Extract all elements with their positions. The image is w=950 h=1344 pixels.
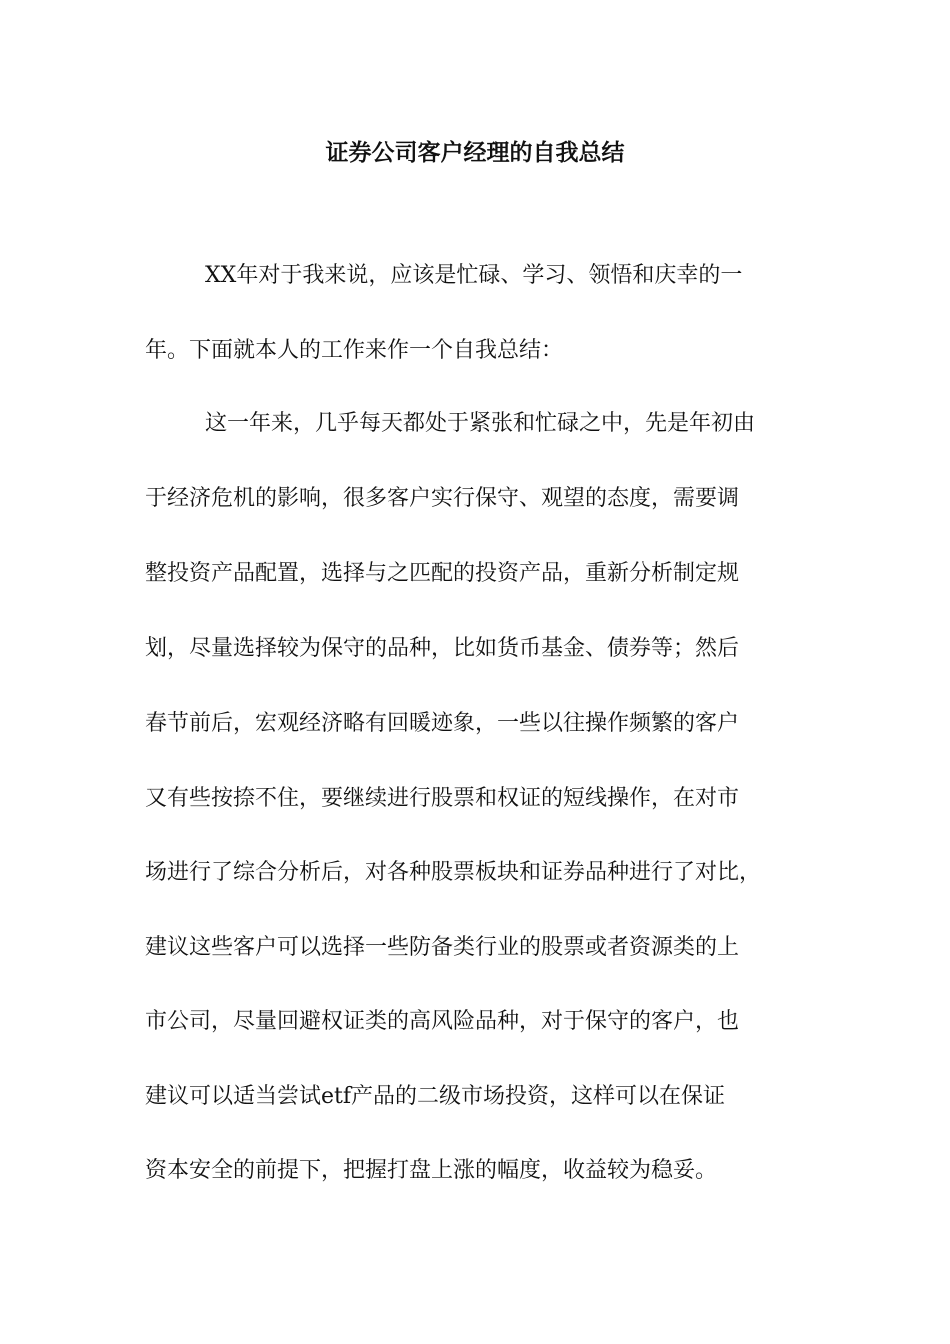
paragraph-line: XX年对于我来说，应该是忙碌、学习、领悟和庆幸的一 [205, 263, 743, 288]
paragraph-line: 资本安全的前提下，把握打盘上涨的幅度，收益较为稳妥。 [145, 1158, 718, 1183]
paragraph-line: 场进行了综合分析后，对各种股票板块和证券品种进行了对比， [145, 860, 762, 885]
paragraph-line: 于经济危机的影响，很多客户实行保守、观望的态度，需要调 [145, 486, 740, 511]
paragraph-line: 市公司，尽量回避权证类的高风险品种，对于保守的客户，也 [145, 1009, 740, 1034]
paragraph-line: 年。下面就本人的工作来作一个自我总结： [145, 338, 564, 363]
paragraph-line: 整投资产品配置，选择与之匹配的投资产品，重新分析制定规 [145, 561, 740, 586]
paragraph-line: 这一年来，几乎每天都处于紧张和忙碌之中，先是年初由 [205, 411, 756, 436]
paragraph-line: 建议这些客户可以选择一些防备类行业的股票或者资源类的上 [145, 935, 740, 960]
paragraph-line: 春节前后，宏观经济略有回暖迹象，一些以往操作频繁的客户 [145, 711, 740, 736]
document-title: 证券公司客户经理的自我总结 [325, 140, 625, 166]
paragraph-line: 建议可以适当尝试etf产品的二级市场投资，这样可以在保证 [145, 1084, 726, 1109]
paragraph-line: 又有些按捺不住，要继续进行股票和权证的短线操作，在对市 [145, 786, 740, 811]
paragraph-line: 划，尽量选择较为保守的品种，比如货币基金、债券等；然后 [145, 636, 740, 661]
